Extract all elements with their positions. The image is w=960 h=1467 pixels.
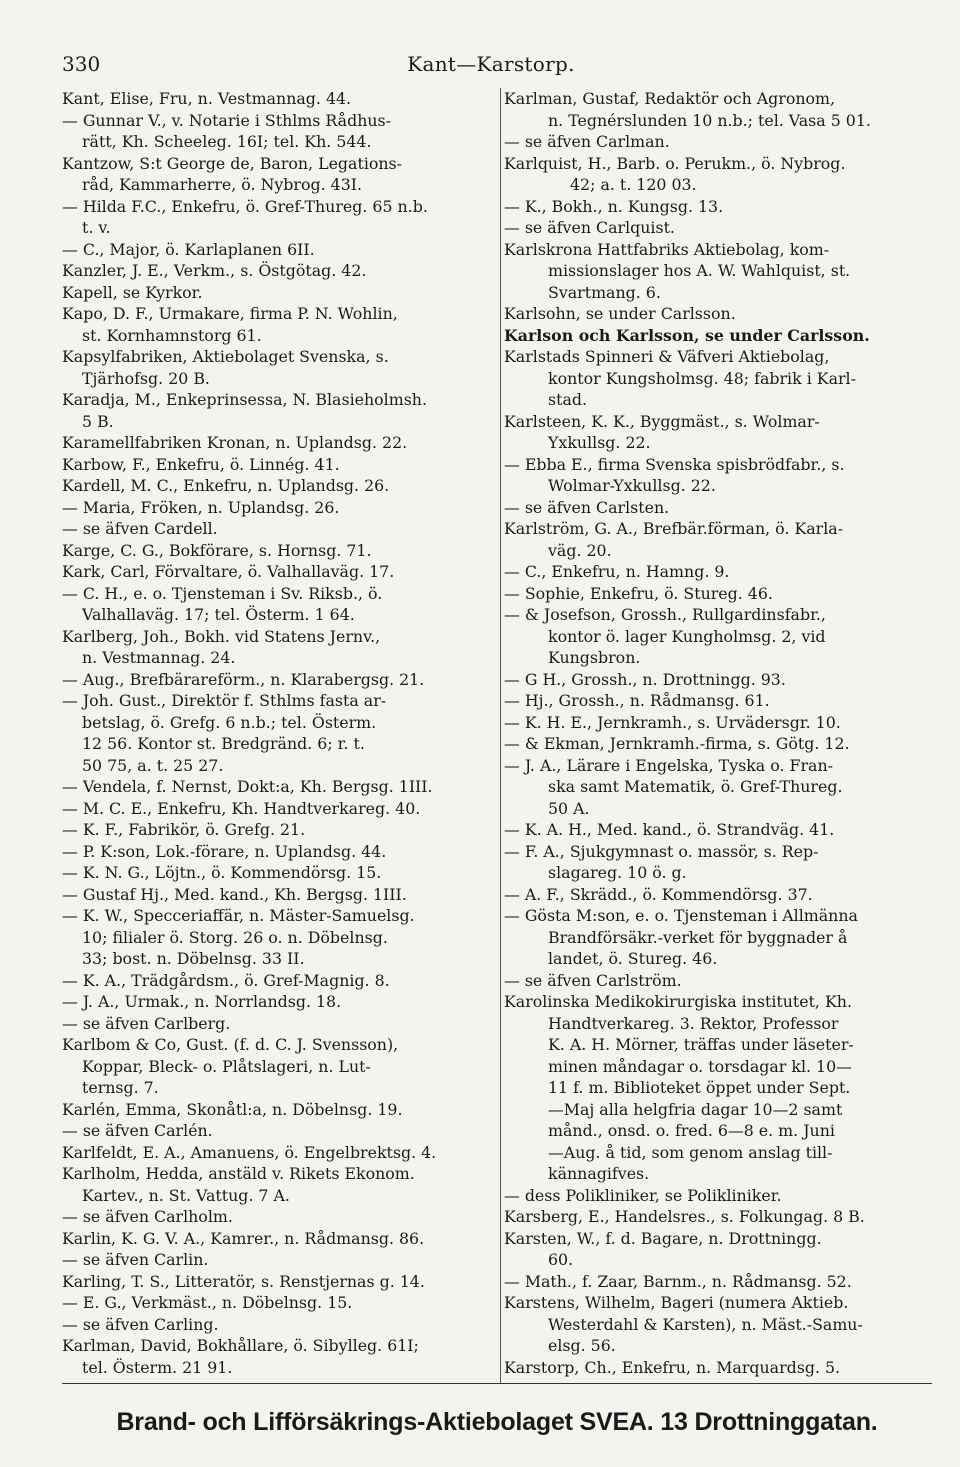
directory-line: — se äfven Carlén.: [62, 1121, 213, 1140]
directory-line: — K. H. E., Jernkramh., s. Urvädersgr. 10.: [504, 712, 841, 732]
directory-line: — K. F., Fabrikör, ö. Grefg. 21.: [62, 820, 306, 839]
directory-line: — se äfven Carlberg.: [62, 1013, 231, 1033]
directory-line: Kant, Elise, Fru, n. Vestmannag. 44.: [62, 89, 352, 108]
directory-line: — se äfven Carlsten.: [504, 497, 670, 517]
directory-line: 33; bost. n. Döbelnsg. 33 II.: [82, 949, 305, 968]
directory-line: Karlin, K. G. V. A., Kamrer., n. Rådmansg. 86.: [62, 1228, 425, 1248]
directory-line: — se äfven Cardell.: [62, 519, 218, 538]
directory-line: 5 B.: [82, 411, 114, 431]
directory-line: — E. G., Verkmäst., n. Döbelnsg. 15.: [62, 1293, 353, 1312]
directory-line: — se äfven Carlström.: [504, 970, 682, 990]
running-head: Kant—Karstorp.: [407, 52, 575, 76]
directory-line: månd., onsd. o. fred. 6—8 e. m. Juni: [548, 1121, 835, 1140]
directory-line: Kungsbron.: [548, 648, 641, 667]
directory-line: 11 f. m. Biblioteket öppet under Sept.: [548, 1078, 851, 1097]
directory-line: Karstens, Wilhelm, Bageri (numera Aktieb.: [504, 1293, 849, 1312]
directory-line: — K. W., Specceriaffär, n. Mäster-Samuelsg.: [62, 906, 415, 925]
directory-line: Karlskrona Hattfabriks Aktiebolag, kom-: [504, 239, 830, 259]
directory-line: — se äfven Carling.: [62, 1314, 219, 1334]
directory-line: råd, Kammarherre, ö. Nybrog. 43I.: [82, 175, 363, 194]
directory-line: — Aug., Brefbärareförm., n. Klarabergsg. 21.: [62, 669, 425, 689]
directory-line: 42; a. t. 120 03.: [570, 175, 697, 194]
directory-line: —Aug. å tid, som genom anslag till-: [548, 1142, 833, 1162]
directory-line: Tjärhofsg. 20 B.: [82, 368, 210, 388]
directory-line: — se äfven Carlquist.: [504, 218, 675, 237]
directory-line: Karlson och Karlsson, se under Carlsson.: [504, 325, 870, 345]
directory-line: Yxkullsg. 22.: [548, 433, 651, 452]
directory-line: Karlsteen, K. K., Byggmäst., s. Wolmar-: [504, 411, 820, 431]
directory-line: missionslager hos A. W. Wahlquist, st.: [548, 261, 851, 280]
directory-line: n. Tegnérslunden 10 n.b.; tel. Vasa 5 01.: [548, 110, 871, 130]
directory-line: — K. A. H., Med. kand., ö. Strandväg. 41.: [504, 820, 835, 839]
directory-line: Kapsylfabriken, Aktiebolaget Svenska, s.: [62, 347, 389, 366]
directory-line: Kapo, D. F., Urmakare, firma P. N. Wohlin,: [62, 304, 398, 323]
directory-line: — C., Major, ö. Karlaplanen 6II.: [62, 239, 315, 259]
directory-line: Karstorp, Ch., Enkefru, n. Marquardsg. 5.: [504, 1357, 841, 1377]
footer-rule: [62, 1383, 932, 1384]
directory-line: Karling, T. S., Litteratör, s. Renstjernas g. 14.: [62, 1271, 425, 1291]
directory-line: — & Josefson, Grossh., Rullgardinsfabr.,: [504, 605, 826, 624]
directory-line: Karlquist, H., Barb. o. Perukm., ö. Nybrog.: [504, 153, 846, 173]
directory-line: — P. K:son, Lok.-förare, n. Uplandsg. 44.: [62, 841, 387, 861]
directory-line: st. Kornhamnstorg 61.: [82, 325, 262, 345]
directory-line: Westerdahl & Karsten), n. Mäst.-Samu-: [548, 1314, 863, 1334]
directory-line: — F. A., Sjukgymnast o. massör, s. Rep-: [504, 841, 819, 861]
directory-line: 60.: [548, 1250, 574, 1269]
directory-line: Koppar, Bleck- o. Plåtslageri, n. Lut-: [82, 1056, 371, 1076]
directory-line: Karlén, Emma, Skonåtl:a, n. Döbelnsg. 19.: [62, 1099, 403, 1119]
directory-line: 10; filialer ö. Storg. 26 o. n. Döbelnsg.: [82, 927, 388, 947]
directory-line: — Vendela, f. Nernst, Dokt:a, Kh. Bergsg. 1III.: [62, 777, 433, 796]
directory-line: minen måndagar o. torsdagar kl. 10—: [548, 1056, 852, 1076]
footer-advertisement: Brand- och Lifförsäkrings-Aktiebolaget SVEA. 13 Drottninggatan.: [116, 1408, 878, 1436]
directory-line: Kark, Carl, Förvaltare, ö. Valhallaväg. 17.: [62, 562, 395, 581]
directory-line: — Gösta M:son, e. o. Tjensteman i Allmänna: [504, 906, 858, 925]
directory-line: — K. N. G., Löjtn., ö. Kommendörsg. 15.: [62, 863, 382, 882]
columns: [62, 88, 932, 1388]
directory-line: — C., Enkefru, n. Hamng. 9.: [504, 562, 730, 581]
page-header: [62, 52, 920, 82]
directory-line: 50 A.: [548, 798, 590, 818]
directory-line: — C. H., e. o. Tjensteman i Sv. Riksb., ö.: [62, 583, 383, 603]
directory-line: Karbow, F., Enkefru, ö. Linnég. 41.: [62, 454, 340, 474]
column-divider: [500, 88, 501, 1384]
directory-line: Valhallaväg. 17; tel. Österm. 1 64.: [82, 605, 355, 624]
directory-line: Karlholm, Hedda, anstäld v. Rikets Ekonom.: [62, 1164, 415, 1183]
directory-line: Karlman, Gustaf, Redaktör och Agronom,: [504, 89, 836, 108]
directory-line: Karlström, G. A., Brefbär.förman, ö. Karla-: [504, 519, 844, 538]
directory-line: betslag, ö. Grefg. 6 n.b.; tel. Österm.: [82, 712, 377, 732]
directory-line: Karlfeldt, E. A., Amanuens, ö. Engelbrektsg. 4.: [62, 1142, 437, 1162]
directory-line: — G H., Grossh., n. Drottningg. 93.: [504, 669, 786, 689]
directory-line: Karadja, M., Enkeprinsessa, N. Blasieholmsh.: [62, 390, 428, 409]
directory-line: — K., Bokh., n. Kungsg. 13.: [504, 196, 724, 216]
directory-line: Karsberg, E., Handelsres., s. Folkungag. 8 B.: [504, 1207, 865, 1226]
directory-line: — J. A., Lärare i Engelska, Tyska o. Fran-: [504, 755, 833, 775]
directory-line: Kardell, M. C., Enkefru, n. Uplandsg. 26.: [62, 476, 390, 495]
directory-line: —Maj alla helgfria dagar 10—2 samt: [548, 1099, 843, 1119]
directory-line: Handtverkareg. 3. Rektor, Professor: [548, 1013, 839, 1033]
directory-line: K. A. H. Mörner, träffas under läseter-: [548, 1035, 854, 1054]
directory-line: kontor Kungsholmsg. 48; fabrik i Karl-: [548, 368, 856, 388]
directory-line: slagareg. 10 ö. g.: [548, 863, 687, 882]
page-number: 330: [62, 52, 101, 76]
directory-line: Karsten, W., f. d. Bagare, n. Drottningg.: [504, 1228, 822, 1248]
directory-line: — Joh. Gust., Direktör f. Sthlms fasta ar-: [62, 691, 387, 710]
directory-line: kännagifves.: [548, 1164, 650, 1183]
directory-line: väg. 20.: [548, 540, 612, 560]
directory-line: 50 75, a. t. 25 27.: [82, 755, 224, 775]
directory-line: — Ebba E., firma Svenska spisbrödfabr., s.: [504, 454, 845, 474]
directory-line: — M. C. E., Enkefru, Kh. Handtverkareg. 40.: [62, 798, 421, 818]
directory-line: Karlberg, Joh., Bokh. vid Statens Jernv.,: [62, 626, 381, 646]
directory-line: — Gustaf Hj., Med. kand., Kh. Bergsg. 1III.: [62, 884, 407, 904]
directory-line: — Gunnar V., v. Notarie i Sthlms Rådhus-: [62, 110, 391, 130]
directory-line: Wolmar-Yxkullsg. 22.: [548, 476, 716, 495]
directory-line: tel. Österm. 21 91.: [82, 1357, 233, 1377]
directory-line: Kapell, se Kyrkor.: [62, 282, 203, 302]
directory-line: Svartmang. 6.: [548, 282, 661, 302]
directory-line: Brandförsäkr.-verket för byggnader å: [548, 927, 848, 947]
directory-line: stad.: [548, 390, 588, 409]
directory-line: — & Ekman, Jernkramh.-firma, s. Götg. 12.: [504, 734, 850, 753]
directory-line: — se äfven Carlin.: [62, 1250, 209, 1269]
directory-line: Kanzler, J. E., Verkm., s. Östgötag. 42.: [62, 261, 367, 280]
directory-line: Karlman, David, Bokhållare, ö. Sibylleg. 61I;: [62, 1336, 419, 1355]
directory-line: — Hilda F.C., Enkefru, ö. Gref-Thureg. 65 n.b.: [62, 196, 428, 216]
directory-line: n. Vestmannag. 24.: [82, 648, 236, 667]
directory-line: landet, ö. Stureg. 46.: [548, 949, 718, 968]
directory-line: — Sophie, Enkefru, ö. Stureg. 46.: [504, 583, 773, 603]
directory-line: — se äfven Carlman.: [504, 132, 670, 151]
directory-line: Karamellfabriken Kronan, n. Uplandsg. 22.: [62, 433, 408, 452]
directory-line: Karlsohn, se under Carlsson.: [504, 304, 736, 323]
directory-line: — se äfven Carlholm.: [62, 1207, 233, 1226]
directory-line: elsg. 56.: [548, 1336, 616, 1355]
directory-line: Kantzow, S:t George de, Baron, Legations-: [62, 153, 402, 173]
directory-line: Karolinska Medikokirurgiska institutet, Kh.: [504, 992, 852, 1011]
directory-line: ska samt Matematik, ö. Gref-Thureg.: [548, 777, 843, 796]
right-column: [504, 88, 934, 1378]
directory-line: t. v.: [82, 218, 111, 237]
directory-line: — Hj., Grossh., n. Rådmansg. 61.: [504, 691, 770, 710]
directory-line: Karlbom & Co, Gust. (f. d. C. J. Svensson),: [62, 1035, 399, 1054]
directory-line: kontor ö. lager Kungholmsg. 2, vid: [548, 626, 826, 646]
directory-line: 12 56. Kontor st. Bredgränd. 6; r. t.: [82, 734, 365, 753]
directory-line: — Maria, Fröken, n. Uplandsg. 26.: [62, 497, 340, 517]
directory-line: Karge, C. G., Bokförare, s. Hornsg. 71.: [62, 540, 372, 560]
directory-line: — J. A., Urmak., n. Norrlandsg. 18.: [62, 992, 342, 1011]
directory-line: ternsg. 7.: [82, 1078, 159, 1097]
directory-line: — K. A., Trädgårdsm., ö. Gref-Magnig. 8.: [62, 970, 390, 990]
directory-line: — dess Polikliniker, se Polikliniker.: [504, 1185, 782, 1205]
directory-line: rätt, Kh. Scheeleg. 16I; tel. Kh. 544.: [82, 132, 372, 151]
directory-line: — A. F., Skrädd., ö. Kommendörsg. 37.: [504, 884, 813, 904]
directory-line: Kartev., n. St. Vattug. 7 A.: [82, 1185, 290, 1205]
directory-line: — Math., f. Zaar, Barnm., n. Rådmansg. 52.: [504, 1271, 852, 1291]
left-column: [62, 88, 496, 1378]
directory-line: Karlstads Spinneri & Väfveri Aktiebolag,: [504, 347, 830, 366]
